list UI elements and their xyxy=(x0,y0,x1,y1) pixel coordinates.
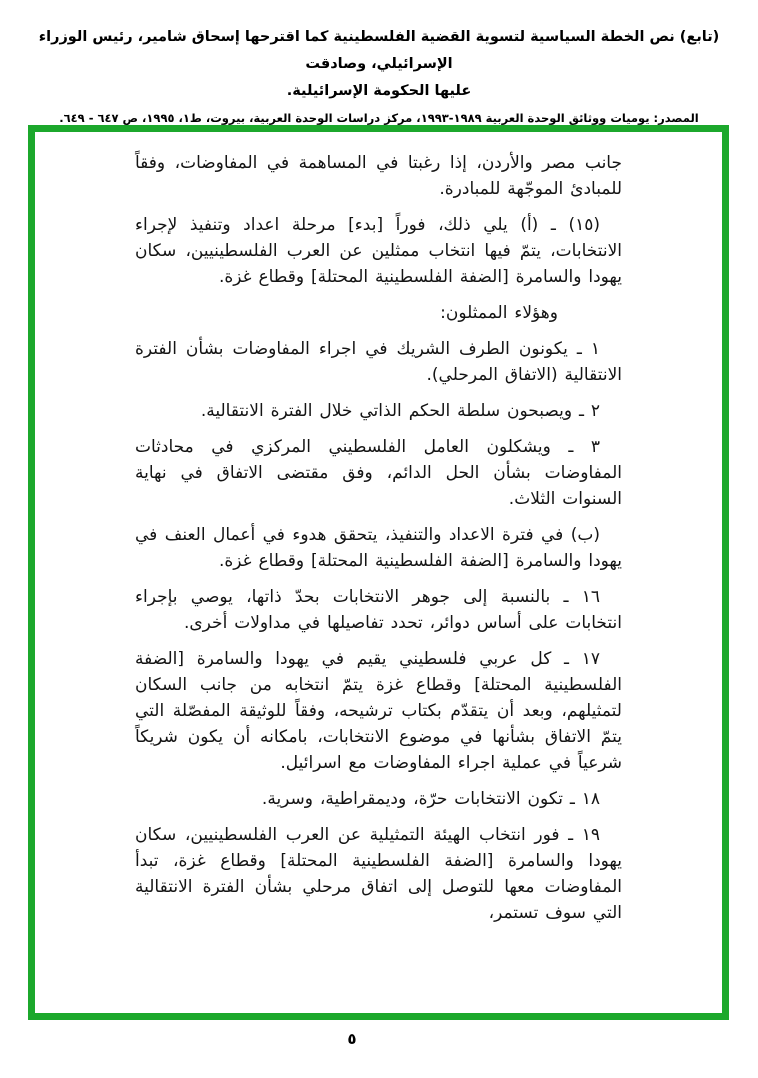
document-title-line1: (تابع) نص الخطة السياسية لتسوية القضية الفلسطينية كما اقترحها إسحاق شامير، رئيس الوزراء الإسرائيلي، وصادقت xyxy=(38,29,720,72)
page-number: ٥ xyxy=(347,1030,357,1048)
paragraph: ١٩ ـ فور انتخاب الهيئة التمثيلية عن العرب الفلسطينيين، سكان يهودا والسامرة [الضفة الفلسطينية المحتلة] وقطاع غزة، تبدأ المفاوضات معها للتوصل إلى اتفاق مرحلي بشأن الفترة الانتقالية التي سوف تستمر، xyxy=(135,825,622,923)
paragraph: وهؤلاء الممثلون: xyxy=(440,303,558,323)
page-footer xyxy=(0,1029,704,1048)
paragraph: ٢ ـ ويصبحون سلطة الحكم الذاتي خلال الفترة الانتقالية. xyxy=(200,401,600,421)
page-header xyxy=(8,24,750,128)
paragraph: ٣ ـ ويشكلون العامل الفلسطيني المركزي في محادثات المفاوضات بشأن الحل الدائم، وفق مقتضى الاتفاق في نهاية السنوات الثلاث. xyxy=(135,437,622,509)
document-source: المصدر: يوميات ووثائق الوحدة العربية ١٩٨٩-١٩٩٣، مركز دراسات الوحدة العربية، بيروت، ط١، ١٩٩٥، ص ٦٤٧ - ٦٤٩. xyxy=(59,111,699,125)
paragraph: ١٦ ـ بالنسبة إلى جوهر الانتخابات بحدّ ذاتها، يوصي بإجراء انتخابات على أساس دوائر، تحدد تفاصيلها في مداولات أخرى. xyxy=(135,587,622,633)
document-body xyxy=(35,132,722,1013)
paragraph: ١٨ ـ تكون الانتخابات حرّة، وديمقراطية، وسرية. xyxy=(261,789,600,809)
paragraph: (١٥) ـ (أ) يلي ذلك، فوراً [بدء] مرحلة اعداد وتنفيذ لإجراء الانتخابات، يتمّ فيها انتخاب ممثلين عن العرب الفلسطينيين، سكان يهودا والسامرة [الضفة الفلسطينية المحتلة] وقطاع غزة. xyxy=(135,215,622,287)
paragraph: ١ ـ يكونون الطرف الشريك في اجراء المفاوضات بشأن الفترة الانتقالية (الاتفاق المرحلي). xyxy=(135,339,622,385)
paragraph: (ب) في فترة الاعداد والتنفيذ، يتحقق هدوء في أعمال العنف في يهودا والسامرة [الضفة الفلسطينية المحتلة] وقطاع غزة. xyxy=(135,525,622,571)
document-frame xyxy=(28,125,729,1020)
paragraph: ١٧ ـ كل عربي فلسطيني يقيم في يهودا والسامرة [الضفة الفلسطينية المحتلة] وقطاع غزة يتمّ انتخابه من جانب السكان لتمثيلهم، وبعد أن يتقدّم بكتاب ترشيحه، وفقاً للوثيقة المفصّلة التي يتمّ الاتفاق بشأنها في موضوع الانتخابات، بامكانه أن يكون شريكاً شرعياً في عملية اجراء المفاوضات مع اسرائيل. xyxy=(135,649,622,773)
document-title-line2: عليها الحكومة الإسرائيلية. xyxy=(286,83,472,99)
paragraph: جانب مصر والأردن، إذا رغبتا في المساهمة في المفاوضات، وفقاً للمبادئ الموجّهة للمبادرة. xyxy=(135,153,622,199)
